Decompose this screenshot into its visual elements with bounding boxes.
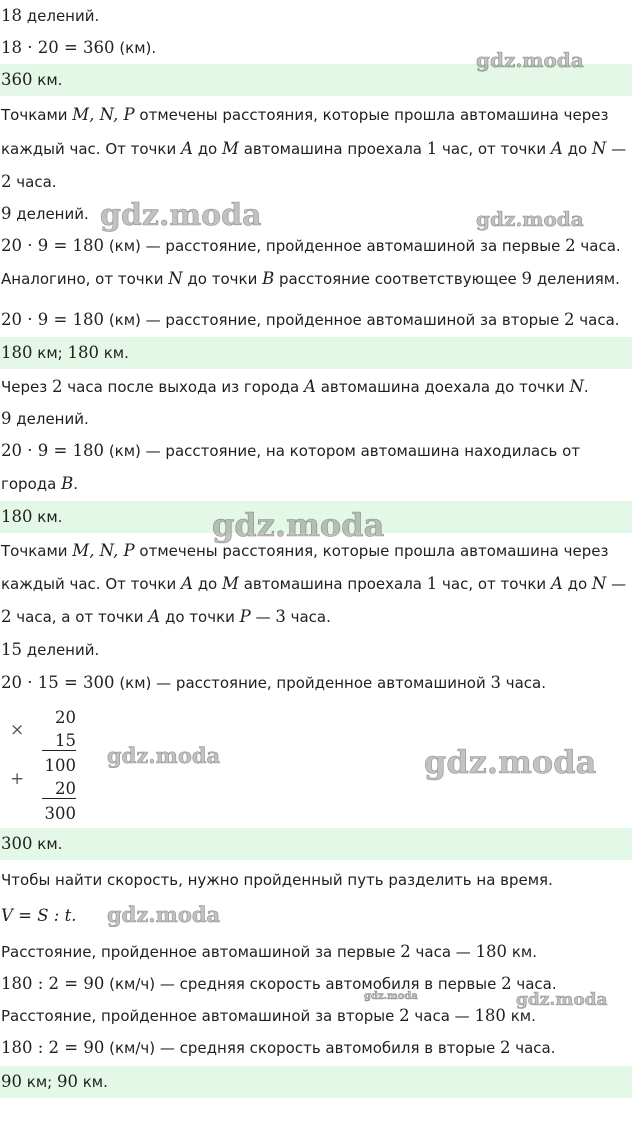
watermark: gdz.moda [424, 743, 597, 781]
math-expression: 180 : 2 = 90 [1, 974, 105, 993]
text-line [0, 230, 632, 262]
text: (км/ч) — средняя скорость автомобиля в первые [104, 975, 502, 993]
text: до точки [182, 270, 263, 288]
text-line [0, 936, 632, 968]
text: часа после выхода из города [62, 378, 305, 396]
math-variable: A [550, 139, 563, 158]
math-expression: 20 · 9 = 180 [1, 441, 105, 460]
plus-sign: + [10, 769, 25, 789]
watermark: gdz.moda [212, 506, 385, 544]
answer-line [0, 337, 632, 369]
text: до [562, 575, 592, 593]
text: часа — [410, 943, 476, 961]
math-number: 2 [400, 942, 411, 961]
text: Через [1, 378, 53, 396]
math-variable: P [239, 607, 251, 626]
math-number: 2 [499, 1038, 511, 1057]
text: Точками [1, 542, 73, 560]
product-result: 300 [44, 804, 76, 823]
math-number: 2 [564, 310, 575, 329]
math-variable: M [222, 139, 239, 158]
text-line [0, 468, 632, 500]
text: часа — [409, 1007, 475, 1025]
math-number: 90 [1, 1072, 22, 1091]
math-number: 1 [426, 139, 438, 158]
math-number: 2 [52, 377, 63, 396]
text: км. [32, 835, 63, 853]
text: делений. [22, 7, 100, 25]
multiplier: 15 [42, 731, 76, 751]
text: часа. [11, 173, 57, 191]
watermark: gdz.moda [107, 902, 221, 927]
math-variable: N [591, 574, 607, 593]
text-line [0, 133, 632, 165]
text: часа. [574, 311, 620, 329]
text: (км) — расстояние, пройденное автомашиной за первые [104, 237, 566, 255]
text: Расстояние, пройденное автомашиной за вторые [1, 1007, 400, 1025]
text: расстояние соответствующее [274, 270, 522, 288]
text: автомашина проехала [238, 575, 427, 593]
text: каждый час. От точки [1, 140, 181, 158]
math-variable: N [168, 269, 183, 288]
text-line [0, 371, 632, 403]
text: (км/ч) — средняя скорость автомобиля в вторые [104, 1039, 500, 1057]
text-line [0, 1032, 632, 1064]
math-number: 2 [399, 1006, 410, 1025]
math-number: 9 [521, 269, 533, 288]
partial-product-2: 20 [42, 779, 76, 799]
text: (км) — расстояние, пройденное автомашиной [114, 674, 491, 692]
text: делений. [22, 641, 100, 659]
text: км. [98, 344, 129, 362]
math-expression: 18 · 20 = 360 [1, 38, 115, 57]
math-number: 180 [67, 343, 99, 362]
multiplicand: 20 [55, 708, 76, 727]
text: км. [507, 943, 537, 961]
multiply-sign: × [10, 720, 25, 740]
watermark: gdz.moda [476, 48, 584, 72]
answer-line [0, 64, 632, 96]
watermark: gdz.moda [107, 743, 221, 768]
text: Расстояние, пройденное автомашиной за первые [1, 943, 401, 961]
math-expression: 20 · 9 = 180 [1, 236, 105, 255]
math-variable: N [569, 377, 584, 396]
math-variable: A [304, 377, 316, 396]
math-number: 360 [1, 70, 33, 89]
text: — [606, 575, 627, 593]
text-line [0, 263, 632, 295]
text: делений. [11, 410, 89, 428]
math-number: 9 [1, 204, 12, 223]
text: — [606, 140, 627, 158]
text: часа. [285, 608, 331, 626]
math-variable: A [181, 139, 193, 158]
answer-line [0, 828, 632, 860]
text: км; [22, 1073, 57, 1091]
text: час, от точки [437, 140, 551, 158]
answer-line [0, 1066, 632, 1098]
text: каждый час. От точки [1, 575, 181, 593]
text: км; [32, 344, 68, 362]
math-variable: A [550, 574, 563, 593]
text: автомашина доехала до точки [315, 378, 570, 396]
math-number: 3 [490, 673, 501, 692]
math-number: 2 [1, 172, 12, 191]
math-variable: N [591, 139, 607, 158]
math-number: 2 [501, 974, 512, 993]
text: Чтобы найти скорость, нужно пройденный путь разделить на время. [1, 871, 553, 889]
text: до [192, 575, 223, 593]
text-line [0, 198, 632, 230]
text-line [0, 864, 632, 896]
text-line [0, 403, 632, 435]
text-line [0, 1000, 632, 1032]
text-line [0, 99, 632, 131]
math-number: 180 [474, 1006, 506, 1025]
text-line [0, 634, 632, 666]
text: отмечены расстояния, которые прошла автомашина через [134, 542, 609, 560]
text-line [0, 32, 632, 64]
math-variable: M, N, P [72, 105, 135, 124]
text: . [583, 378, 589, 396]
text: часа. [511, 975, 557, 993]
text-line [0, 900, 632, 932]
column-multiplication [42, 708, 82, 828]
math-number: 3 [275, 607, 286, 626]
text-line [0, 0, 632, 32]
text: (км) — расстояние, пройденное автомашиной за вторые [104, 311, 565, 329]
partial-product-1: 100 [44, 756, 76, 775]
math-variable: M [222, 574, 239, 593]
math-number: 180 [475, 942, 508, 961]
text: делениям. [532, 270, 620, 288]
math-number: 1 [426, 574, 438, 593]
math-number: 180 [1, 343, 33, 362]
text-line [0, 304, 632, 336]
text: часа. [575, 237, 621, 255]
text: км. [77, 1073, 108, 1091]
text-line [0, 601, 632, 633]
math-expression: 180 : 2 = 90 [1, 1038, 105, 1057]
text: автомашина проехала [238, 140, 427, 158]
math-variable: A [181, 574, 193, 593]
text: Точками [1, 106, 73, 124]
text-line [0, 968, 632, 1000]
watermark: gdz.moda [476, 207, 584, 231]
math-number: 180 [1, 507, 33, 526]
math-number: 300 [1, 834, 33, 853]
math-number: 9 [1, 409, 12, 428]
text-line [0, 435, 632, 467]
text: — [250, 608, 276, 626]
text-line [0, 535, 632, 567]
text: . [73, 475, 79, 493]
math-variable: B [61, 474, 74, 493]
text: до [192, 140, 223, 158]
math-expression: 20 · 15 = 300 [1, 673, 115, 692]
text: км. [32, 508, 63, 526]
watermark: gdz.moda [516, 990, 608, 1010]
math-expression: 20 · 9 = 180 [1, 310, 105, 329]
text: часа. [510, 1039, 556, 1057]
text: час, от точки [437, 575, 551, 593]
answer-line [0, 501, 632, 533]
math-number: 18 [1, 6, 22, 25]
text: км. [505, 1007, 536, 1025]
math-variable: M, N, P [72, 541, 135, 560]
math-formula: V = S : t. [1, 906, 77, 925]
text: часа, а от точки [11, 608, 149, 626]
text: (км). [114, 39, 157, 57]
text: (км) — расстояние, на котором автомашина находилась от [104, 442, 581, 460]
math-number: 2 [565, 236, 576, 255]
text: отмечены расстояния, которые прошла автомашина через [134, 106, 609, 124]
math-variable: A [148, 607, 161, 626]
math-variable: B [262, 269, 275, 288]
text-line [0, 667, 632, 699]
math-number: 90 [56, 1072, 78, 1091]
watermark: gdz.moda [100, 198, 262, 233]
text-line [0, 166, 632, 198]
text: города [1, 475, 62, 493]
text: км. [32, 71, 63, 89]
text: делений. [11, 205, 89, 223]
text: до [562, 140, 592, 158]
math-number: 15 [1, 640, 22, 659]
text: часа. [500, 674, 547, 692]
text-line [0, 568, 632, 600]
watermark: gdz.moda [364, 991, 418, 1002]
text: до точки [160, 608, 240, 626]
math-number: 2 [1, 607, 12, 626]
text: Аналогино, от точки [1, 270, 169, 288]
